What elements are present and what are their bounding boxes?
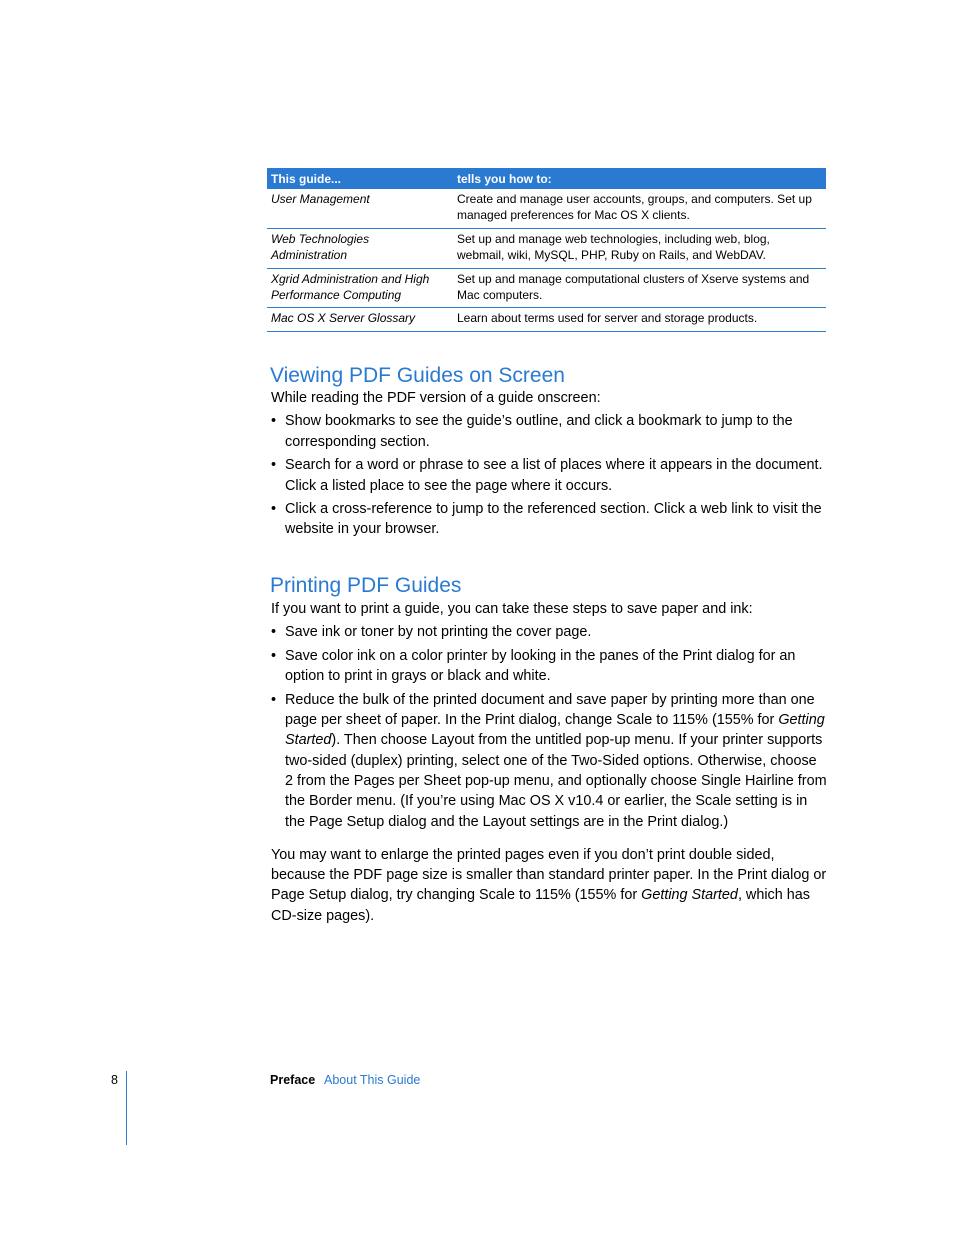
list-item: • Show bookmarks to see the guide’s outline, and click a bookmark to jump to the corresponding section. (271, 411, 827, 452)
list-item: • Save ink or toner by not printing the cover page. (271, 622, 827, 642)
table-cell-description: Set up and manage computational clusters of Xserve systems and Mac computers. (457, 272, 810, 302)
table-header-guide: This guide... (271, 171, 342, 186)
table-cell-description: Set up and manage web technologies, including web, blog, webmail, wiki, MySQL, PHP, Ruby on Rails, and WebDAV. (457, 232, 770, 262)
text-run: ). Then choose Layout from the untitled pop-up menu. If your printer supports two-sided (duplex) printing, select one of the Two-Sided options. Otherwise, choose 2 from the Pages per Sheet pop-up menu, and optionally choose Single Hairline from the Border menu. (If you’re using Mac OS X v10.4 or earlier, the Scale setting is in the Page Setup dialog and the Layout settings are in the Print dialog.) (285, 732, 827, 830)
table-header-description: tells you how to: (457, 171, 552, 186)
table-row (267, 189, 826, 229)
table-header (267, 168, 826, 189)
section-intro: While reading the PDF version of a guide onscreen: (271, 390, 601, 406)
section-intro: If you want to print a guide, you can take these steps to save paper and ink: (271, 601, 753, 617)
list-item (271, 690, 827, 832)
text-run: Reduce the bulk of the printed document and save paper by printing more than one page per sheet of paper. In the Print dialog, change Scale to 115% (155% for (285, 691, 815, 729)
section-printing-body (271, 599, 827, 926)
table-cell-guide: Xgrid Administration and High Performance Computing (271, 272, 430, 302)
table-cell-guide: Mac OS X Server Glossary (271, 311, 416, 325)
section-title-printing: Printing PDF Guides (270, 574, 462, 597)
table-cell-guide: Web Technologies Administration (271, 232, 370, 262)
table-row (267, 269, 826, 308)
bullet-list (271, 622, 827, 831)
table-row (267, 229, 826, 269)
footer-section: About This Guide (324, 1073, 421, 1087)
table-row (267, 308, 826, 332)
section-viewing-body (271, 388, 827, 543)
list-item: • Click a cross-reference to jump to the referenced section. Click a web link to visit the website in your browser. (271, 499, 827, 540)
text-run: , which has CD-size pages). (271, 887, 810, 924)
list-item: • Save color ink on a color printer by looking in the panes of the Print dialog for an option to print in grays or black and white. (271, 646, 827, 687)
table-cell-description: Learn about terms used for server and storage products. (457, 311, 758, 325)
bullet-list (271, 411, 827, 539)
table-cell-description: Create and manage user accounts, groups, and computers. Set up managed preferences for Mac OS X clients. (457, 192, 812, 222)
section-title-viewing: Viewing PDF Guides on Screen (270, 364, 565, 387)
footer-divider (126, 1071, 127, 1145)
guides-table (267, 168, 826, 332)
page-number: 8 (111, 1073, 118, 1087)
text-run: You may want to enlarge the printed pages even if you don’t print double sided, because the PDF page size is smaller than standard printer paper. In the Print dialog or Page Setup dialog, try changing Scale to 115% (155% for (271, 846, 827, 904)
footer-chapter: Preface (270, 1073, 316, 1087)
guide-title-reference: Getting Started (285, 712, 825, 749)
list-item: • Search for a word or phrase to see a list of places where it appears in the document. Click a listed place to see the page where it occurs. (271, 455, 827, 496)
paragraph (271, 845, 827, 926)
table-cell-guide: User Management (271, 192, 370, 206)
guide-title-reference: Getting Started (641, 887, 738, 904)
